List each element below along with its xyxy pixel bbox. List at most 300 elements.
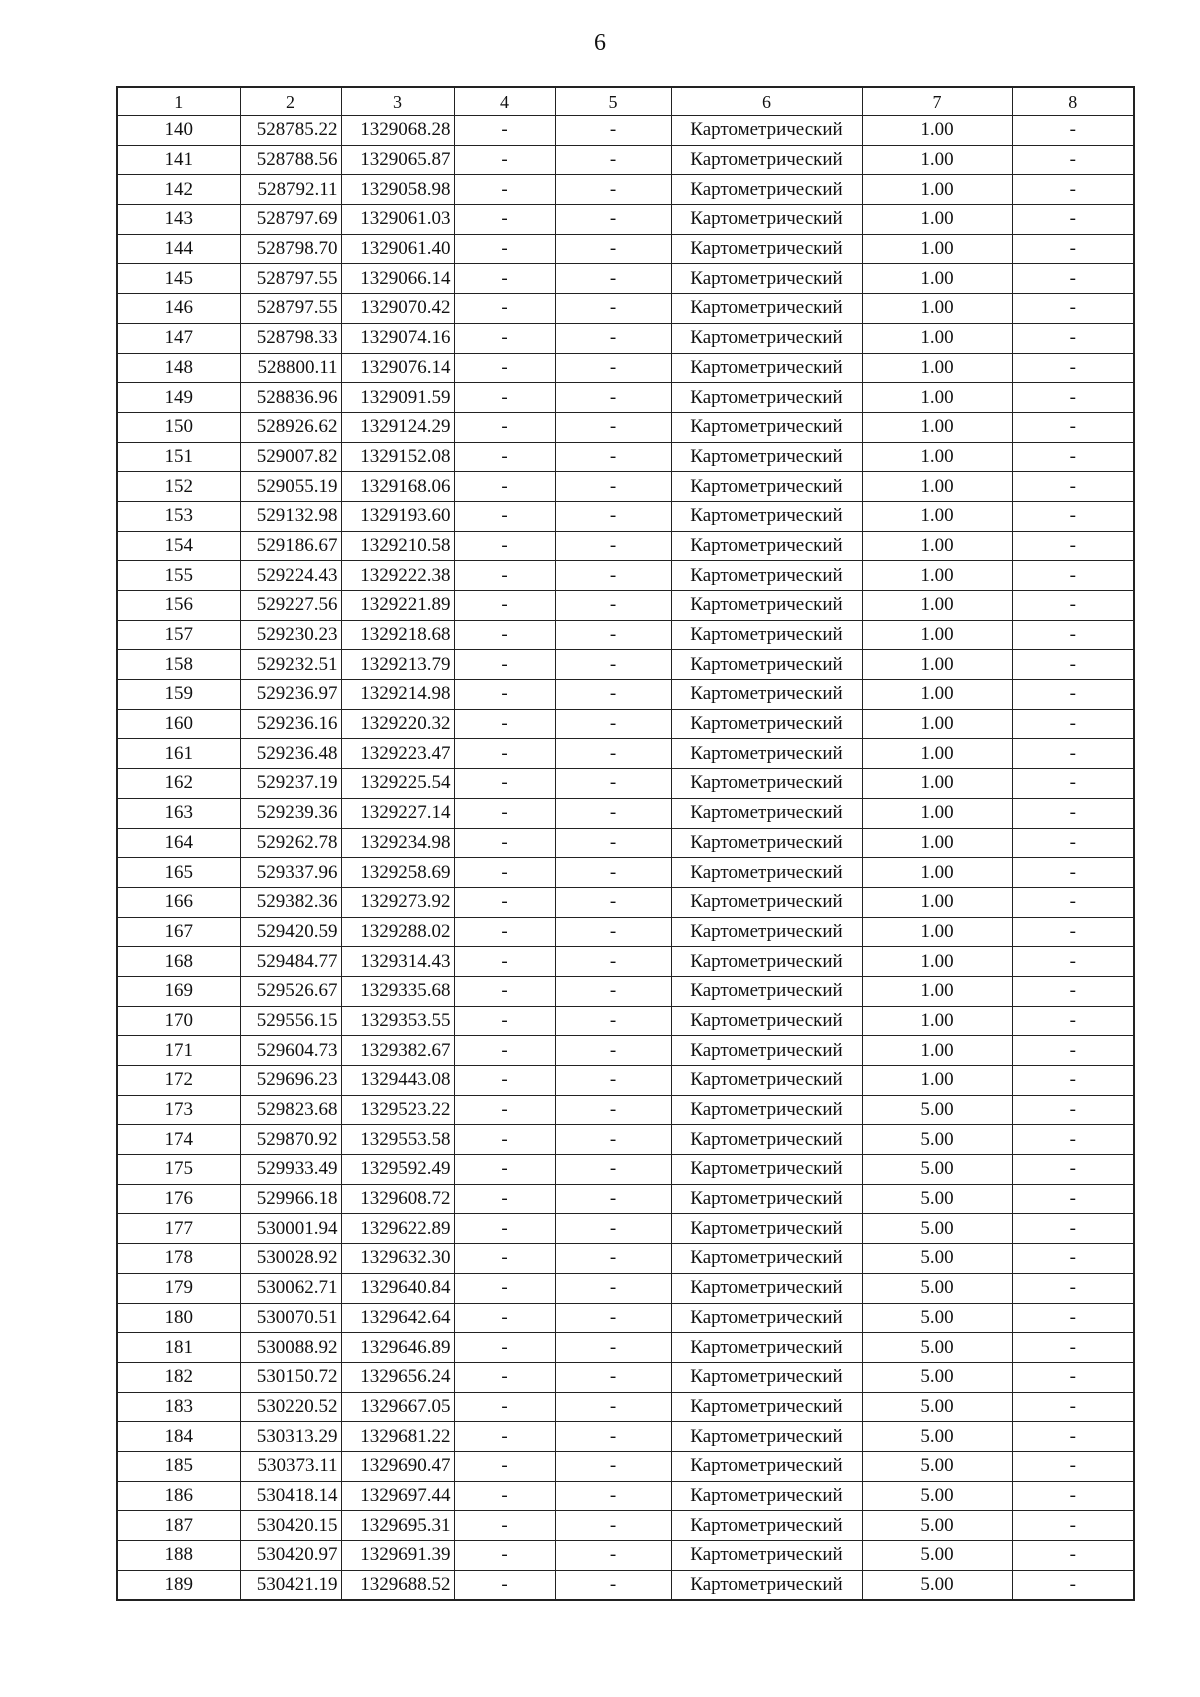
table-row bbox=[117, 858, 1134, 888]
y-coordinate-cell: 1329218.68 bbox=[341, 620, 454, 650]
y-coordinate-cell: 1329210.58 bbox=[341, 531, 454, 561]
column-8-cell: - bbox=[1012, 116, 1134, 146]
column-4-cell: - bbox=[454, 561, 555, 591]
column-8-cell: - bbox=[1012, 709, 1134, 739]
method-cell: Картометрический bbox=[671, 1570, 862, 1600]
method-cell: Картометрический bbox=[671, 1184, 862, 1214]
table-row bbox=[117, 412, 1134, 442]
accuracy-cell: 1.00 bbox=[862, 858, 1012, 888]
x-coordinate-cell: 530418.14 bbox=[240, 1481, 341, 1511]
x-coordinate-cell: 530420.15 bbox=[240, 1511, 341, 1541]
method-cell: Картометрический bbox=[671, 1362, 862, 1392]
column-5-cell: - bbox=[555, 1244, 671, 1274]
table-row bbox=[117, 1333, 1134, 1363]
x-coordinate-cell: 530070.51 bbox=[240, 1303, 341, 1333]
point-number-cell: 174 bbox=[117, 1125, 240, 1155]
table-row bbox=[117, 1392, 1134, 1422]
column-4-cell: - bbox=[454, 1481, 555, 1511]
header-row bbox=[117, 87, 1134, 116]
x-coordinate-cell: 530150.72 bbox=[240, 1362, 341, 1392]
method-cell: Картометрический bbox=[671, 1481, 862, 1511]
method-cell: Картометрический bbox=[671, 858, 862, 888]
table-row bbox=[117, 264, 1134, 294]
column-8-cell: - bbox=[1012, 591, 1134, 621]
column-5-cell: - bbox=[555, 1184, 671, 1214]
column-8-cell: - bbox=[1012, 858, 1134, 888]
method-cell: Картометрический bbox=[671, 294, 862, 324]
column-5-cell: - bbox=[555, 1066, 671, 1096]
method-cell: Картометрический bbox=[671, 680, 862, 710]
x-coordinate-cell: 530421.19 bbox=[240, 1570, 341, 1600]
column-4-cell: - bbox=[454, 1273, 555, 1303]
column-8-cell: - bbox=[1012, 1036, 1134, 1066]
method-cell: Картометрический bbox=[671, 1036, 862, 1066]
point-number-cell: 148 bbox=[117, 353, 240, 383]
column-8-cell: - bbox=[1012, 887, 1134, 917]
method-cell: Картометрический bbox=[671, 175, 862, 205]
method-cell: Картометрический bbox=[671, 620, 862, 650]
y-coordinate-cell: 1329690.47 bbox=[341, 1451, 454, 1481]
y-coordinate-cell: 1329068.28 bbox=[341, 116, 454, 146]
accuracy-cell: 5.00 bbox=[862, 1511, 1012, 1541]
accuracy-cell: 1.00 bbox=[862, 680, 1012, 710]
x-coordinate-cell: 530062.71 bbox=[240, 1273, 341, 1303]
table-row bbox=[117, 145, 1134, 175]
method-cell: Картометрический bbox=[671, 1155, 862, 1185]
method-cell: Картометрический bbox=[671, 116, 862, 146]
column-8-cell: - bbox=[1012, 501, 1134, 531]
accuracy-cell: 5.00 bbox=[862, 1214, 1012, 1244]
x-coordinate-cell: 528797.55 bbox=[240, 294, 341, 324]
column-5-cell: - bbox=[555, 680, 671, 710]
column-5-cell: - bbox=[555, 353, 671, 383]
accuracy-cell: 5.00 bbox=[862, 1422, 1012, 1452]
table-row bbox=[117, 323, 1134, 353]
accuracy-cell: 1.00 bbox=[862, 591, 1012, 621]
point-number-cell: 167 bbox=[117, 917, 240, 947]
column-5-cell: - bbox=[555, 1125, 671, 1155]
column-8-cell: - bbox=[1012, 205, 1134, 235]
table-row bbox=[117, 531, 1134, 561]
column-header-6: 6 bbox=[671, 87, 862, 116]
method-cell: Картометрический bbox=[671, 145, 862, 175]
column-4-cell: - bbox=[454, 1066, 555, 1096]
table-row bbox=[117, 650, 1134, 680]
column-header-7: 7 bbox=[862, 87, 1012, 116]
column-4-cell: - bbox=[454, 323, 555, 353]
method-cell: Картометрический bbox=[671, 1214, 862, 1244]
column-4-cell: - bbox=[454, 383, 555, 413]
column-8-cell: - bbox=[1012, 531, 1134, 561]
y-coordinate-cell: 1329622.89 bbox=[341, 1214, 454, 1244]
y-coordinate-cell: 1329646.89 bbox=[341, 1333, 454, 1363]
column-5-cell: - bbox=[555, 828, 671, 858]
table-row bbox=[117, 1303, 1134, 1333]
accuracy-cell: 1.00 bbox=[862, 205, 1012, 235]
column-5-cell: - bbox=[555, 620, 671, 650]
accuracy-cell: 1.00 bbox=[862, 531, 1012, 561]
y-coordinate-cell: 1329070.42 bbox=[341, 294, 454, 324]
table-row bbox=[117, 294, 1134, 324]
coordinates-table bbox=[116, 86, 1135, 1601]
y-coordinate-cell: 1329061.40 bbox=[341, 234, 454, 264]
method-cell: Картометрический bbox=[671, 323, 862, 353]
column-4-cell: - bbox=[454, 234, 555, 264]
accuracy-cell: 1.00 bbox=[862, 116, 1012, 146]
accuracy-cell: 5.00 bbox=[862, 1244, 1012, 1274]
column-4-cell: - bbox=[454, 739, 555, 769]
accuracy-cell: 1.00 bbox=[862, 828, 1012, 858]
column-4-cell: - bbox=[454, 1362, 555, 1392]
column-8-cell: - bbox=[1012, 1273, 1134, 1303]
column-5-cell: - bbox=[555, 709, 671, 739]
column-5-cell: - bbox=[555, 1570, 671, 1600]
y-coordinate-cell: 1329656.24 bbox=[341, 1362, 454, 1392]
accuracy-cell: 1.00 bbox=[862, 234, 1012, 264]
column-8-cell: - bbox=[1012, 1451, 1134, 1481]
method-cell: Картометрический bbox=[671, 1511, 862, 1541]
y-coordinate-cell: 1329681.22 bbox=[341, 1422, 454, 1452]
column-5-cell: - bbox=[555, 205, 671, 235]
table-row bbox=[117, 1362, 1134, 1392]
x-coordinate-cell: 528926.62 bbox=[240, 412, 341, 442]
column-4-cell: - bbox=[454, 205, 555, 235]
y-coordinate-cell: 1329691.39 bbox=[341, 1541, 454, 1571]
point-number-cell: 151 bbox=[117, 442, 240, 472]
y-coordinate-cell: 1329225.54 bbox=[341, 769, 454, 799]
x-coordinate-cell: 529237.19 bbox=[240, 769, 341, 799]
column-header-3: 3 bbox=[341, 87, 454, 116]
accuracy-cell: 5.00 bbox=[862, 1184, 1012, 1214]
column-5-cell: - bbox=[555, 501, 671, 531]
table-row bbox=[117, 1184, 1134, 1214]
x-coordinate-cell: 528792.11 bbox=[240, 175, 341, 205]
point-number-cell: 163 bbox=[117, 798, 240, 828]
x-coordinate-cell: 530220.52 bbox=[240, 1392, 341, 1422]
column-4-cell: - bbox=[454, 294, 555, 324]
method-cell: Картометрический bbox=[671, 739, 862, 769]
point-number-cell: 144 bbox=[117, 234, 240, 264]
point-number-cell: 156 bbox=[117, 591, 240, 621]
column-5-cell: - bbox=[555, 234, 671, 264]
accuracy-cell: 5.00 bbox=[862, 1541, 1012, 1571]
column-4-cell: - bbox=[454, 1451, 555, 1481]
table-row bbox=[117, 353, 1134, 383]
table-row bbox=[117, 709, 1134, 739]
y-coordinate-cell: 1329314.43 bbox=[341, 947, 454, 977]
column-8-cell: - bbox=[1012, 175, 1134, 205]
y-coordinate-cell: 1329168.06 bbox=[341, 472, 454, 502]
table-row bbox=[117, 561, 1134, 591]
y-coordinate-cell: 1329058.98 bbox=[341, 175, 454, 205]
column-8-cell: - bbox=[1012, 947, 1134, 977]
column-5-cell: - bbox=[555, 1392, 671, 1422]
point-number-cell: 145 bbox=[117, 264, 240, 294]
column-4-cell: - bbox=[454, 1095, 555, 1125]
method-cell: Картометрический bbox=[671, 1333, 862, 1363]
y-coordinate-cell: 1329632.30 bbox=[341, 1244, 454, 1274]
column-8-cell: - bbox=[1012, 680, 1134, 710]
column-8-cell: - bbox=[1012, 1422, 1134, 1452]
point-number-cell: 188 bbox=[117, 1541, 240, 1571]
column-8-cell: - bbox=[1012, 1392, 1134, 1422]
column-5-cell: - bbox=[555, 264, 671, 294]
method-cell: Картометрический bbox=[671, 1392, 862, 1422]
column-8-cell: - bbox=[1012, 1244, 1134, 1274]
column-8-cell: - bbox=[1012, 650, 1134, 680]
accuracy-cell: 1.00 bbox=[862, 947, 1012, 977]
point-number-cell: 181 bbox=[117, 1333, 240, 1363]
point-number-cell: 176 bbox=[117, 1184, 240, 1214]
accuracy-cell: 1.00 bbox=[862, 650, 1012, 680]
method-cell: Картометрический bbox=[671, 947, 862, 977]
method-cell: Картометрический bbox=[671, 1303, 862, 1333]
point-number-cell: 155 bbox=[117, 561, 240, 591]
x-coordinate-cell: 529337.96 bbox=[240, 858, 341, 888]
point-number-cell: 172 bbox=[117, 1066, 240, 1096]
x-coordinate-cell: 529055.19 bbox=[240, 472, 341, 502]
table-row bbox=[117, 175, 1134, 205]
x-coordinate-cell: 529232.51 bbox=[240, 650, 341, 680]
x-coordinate-cell: 529236.97 bbox=[240, 680, 341, 710]
table-row bbox=[117, 591, 1134, 621]
table-row bbox=[117, 1451, 1134, 1481]
table-row bbox=[117, 1006, 1134, 1036]
column-4-cell: - bbox=[454, 1244, 555, 1274]
point-number-cell: 158 bbox=[117, 650, 240, 680]
method-cell: Картометрический bbox=[671, 383, 862, 413]
x-coordinate-cell: 529556.15 bbox=[240, 1006, 341, 1036]
column-4-cell: - bbox=[454, 1422, 555, 1452]
y-coordinate-cell: 1329220.32 bbox=[341, 709, 454, 739]
point-number-cell: 166 bbox=[117, 887, 240, 917]
point-number-cell: 157 bbox=[117, 620, 240, 650]
column-5-cell: - bbox=[555, 739, 671, 769]
accuracy-cell: 5.00 bbox=[862, 1392, 1012, 1422]
column-8-cell: - bbox=[1012, 739, 1134, 769]
column-4-cell: - bbox=[454, 1184, 555, 1214]
table-row bbox=[117, 234, 1134, 264]
accuracy-cell: 1.00 bbox=[862, 798, 1012, 828]
column-5-cell: - bbox=[555, 650, 671, 680]
column-4-cell: - bbox=[454, 1006, 555, 1036]
table-row bbox=[117, 680, 1134, 710]
column-8-cell: - bbox=[1012, 1066, 1134, 1096]
column-5-cell: - bbox=[555, 1036, 671, 1066]
column-4-cell: - bbox=[454, 442, 555, 472]
column-8-cell: - bbox=[1012, 1511, 1134, 1541]
accuracy-cell: 1.00 bbox=[862, 175, 1012, 205]
y-coordinate-cell: 1329382.67 bbox=[341, 1036, 454, 1066]
y-coordinate-cell: 1329273.92 bbox=[341, 887, 454, 917]
x-coordinate-cell: 528798.33 bbox=[240, 323, 341, 353]
column-8-cell: - bbox=[1012, 1541, 1134, 1571]
column-5-cell: - bbox=[555, 1155, 671, 1185]
method-cell: Картометрический bbox=[671, 1541, 862, 1571]
table-row bbox=[117, 442, 1134, 472]
y-coordinate-cell: 1329335.68 bbox=[341, 976, 454, 1006]
point-number-cell: 162 bbox=[117, 769, 240, 799]
y-coordinate-cell: 1329640.84 bbox=[341, 1273, 454, 1303]
column-5-cell: - bbox=[555, 1214, 671, 1244]
column-8-cell: - bbox=[1012, 294, 1134, 324]
column-header-5: 5 bbox=[555, 87, 671, 116]
table-row bbox=[117, 1511, 1134, 1541]
table-row bbox=[117, 1273, 1134, 1303]
accuracy-cell: 1.00 bbox=[862, 323, 1012, 353]
method-cell: Картометрический bbox=[671, 1422, 862, 1452]
column-4-cell: - bbox=[454, 1392, 555, 1422]
column-5-cell: - bbox=[555, 917, 671, 947]
y-coordinate-cell: 1329124.29 bbox=[341, 412, 454, 442]
x-coordinate-cell: 529484.77 bbox=[240, 947, 341, 977]
accuracy-cell: 5.00 bbox=[862, 1125, 1012, 1155]
accuracy-cell: 1.00 bbox=[862, 887, 1012, 917]
column-8-cell: - bbox=[1012, 1214, 1134, 1244]
column-5-cell: - bbox=[555, 1511, 671, 1541]
method-cell: Картометрический bbox=[671, 205, 862, 235]
x-coordinate-cell: 529696.23 bbox=[240, 1066, 341, 1096]
y-coordinate-cell: 1329221.89 bbox=[341, 591, 454, 621]
y-coordinate-cell: 1329091.59 bbox=[341, 383, 454, 413]
column-8-cell: - bbox=[1012, 234, 1134, 264]
x-coordinate-cell: 530088.92 bbox=[240, 1333, 341, 1363]
method-cell: Картометрический bbox=[671, 234, 862, 264]
column-4-cell: - bbox=[454, 1125, 555, 1155]
column-5-cell: - bbox=[555, 858, 671, 888]
x-coordinate-cell: 529966.18 bbox=[240, 1184, 341, 1214]
y-coordinate-cell: 1329688.52 bbox=[341, 1570, 454, 1600]
y-coordinate-cell: 1329697.44 bbox=[341, 1481, 454, 1511]
y-coordinate-cell: 1329608.72 bbox=[341, 1184, 454, 1214]
column-8-cell: - bbox=[1012, 917, 1134, 947]
column-4-cell: - bbox=[454, 769, 555, 799]
x-coordinate-cell: 529236.48 bbox=[240, 739, 341, 769]
column-8-cell: - bbox=[1012, 828, 1134, 858]
column-5-cell: - bbox=[555, 383, 671, 413]
column-4-cell: - bbox=[454, 828, 555, 858]
accuracy-cell: 5.00 bbox=[862, 1303, 1012, 1333]
y-coordinate-cell: 1329193.60 bbox=[341, 501, 454, 531]
point-number-cell: 178 bbox=[117, 1244, 240, 1274]
accuracy-cell: 5.00 bbox=[862, 1333, 1012, 1363]
page-number: 6 bbox=[594, 30, 606, 56]
y-coordinate-cell: 1329353.55 bbox=[341, 1006, 454, 1036]
point-number-cell: 147 bbox=[117, 323, 240, 353]
column-4-cell: - bbox=[454, 917, 555, 947]
y-coordinate-cell: 1329695.31 bbox=[341, 1511, 454, 1541]
y-coordinate-cell: 1329223.47 bbox=[341, 739, 454, 769]
column-4-cell: - bbox=[454, 1570, 555, 1600]
point-number-cell: 165 bbox=[117, 858, 240, 888]
table-row bbox=[117, 1095, 1134, 1125]
column-5-cell: - bbox=[555, 323, 671, 353]
y-coordinate-cell: 1329227.14 bbox=[341, 798, 454, 828]
y-coordinate-cell: 1329523.22 bbox=[341, 1095, 454, 1125]
x-coordinate-cell: 529604.73 bbox=[240, 1036, 341, 1066]
x-coordinate-cell: 530028.92 bbox=[240, 1244, 341, 1274]
column-header-8: 8 bbox=[1012, 87, 1134, 116]
x-coordinate-cell: 530001.94 bbox=[240, 1214, 341, 1244]
column-5-cell: - bbox=[555, 1481, 671, 1511]
y-coordinate-cell: 1329592.49 bbox=[341, 1155, 454, 1185]
x-coordinate-cell: 529262.78 bbox=[240, 828, 341, 858]
column-5-cell: - bbox=[555, 1362, 671, 1392]
table-row bbox=[117, 205, 1134, 235]
x-coordinate-cell: 530420.97 bbox=[240, 1541, 341, 1571]
column-8-cell: - bbox=[1012, 798, 1134, 828]
point-number-cell: 142 bbox=[117, 175, 240, 205]
table-row bbox=[117, 1481, 1134, 1511]
method-cell: Картометрический bbox=[671, 264, 862, 294]
accuracy-cell: 1.00 bbox=[862, 709, 1012, 739]
column-5-cell: - bbox=[555, 1422, 671, 1452]
point-number-cell: 182 bbox=[117, 1362, 240, 1392]
column-4-cell: - bbox=[454, 620, 555, 650]
point-number-cell: 154 bbox=[117, 531, 240, 561]
accuracy-cell: 1.00 bbox=[862, 1006, 1012, 1036]
column-4-cell: - bbox=[454, 1155, 555, 1185]
column-8-cell: - bbox=[1012, 264, 1134, 294]
column-4-cell: - bbox=[454, 175, 555, 205]
column-4-cell: - bbox=[454, 472, 555, 502]
accuracy-cell: 1.00 bbox=[862, 264, 1012, 294]
x-coordinate-cell: 529382.36 bbox=[240, 887, 341, 917]
y-coordinate-cell: 1329667.05 bbox=[341, 1392, 454, 1422]
accuracy-cell: 1.00 bbox=[862, 353, 1012, 383]
table-row bbox=[117, 769, 1134, 799]
column-4-cell: - bbox=[454, 1541, 555, 1571]
method-cell: Картометрический bbox=[671, 650, 862, 680]
column-4-cell: - bbox=[454, 1333, 555, 1363]
point-number-cell: 140 bbox=[117, 116, 240, 146]
y-coordinate-cell: 1329152.08 bbox=[341, 442, 454, 472]
accuracy-cell: 1.00 bbox=[862, 472, 1012, 502]
column-8-cell: - bbox=[1012, 442, 1134, 472]
x-coordinate-cell: 528785.22 bbox=[240, 116, 341, 146]
point-number-cell: 186 bbox=[117, 1481, 240, 1511]
column-5-cell: - bbox=[555, 561, 671, 591]
column-5-cell: - bbox=[555, 947, 671, 977]
y-coordinate-cell: 1329553.58 bbox=[341, 1125, 454, 1155]
x-coordinate-cell: 528797.69 bbox=[240, 205, 341, 235]
y-coordinate-cell: 1329642.64 bbox=[341, 1303, 454, 1333]
y-coordinate-cell: 1329258.69 bbox=[341, 858, 454, 888]
accuracy-cell: 5.00 bbox=[862, 1362, 1012, 1392]
method-cell: Картометрический bbox=[671, 917, 862, 947]
column-8-cell: - bbox=[1012, 472, 1134, 502]
method-cell: Картометрический bbox=[671, 798, 862, 828]
table-row bbox=[117, 798, 1134, 828]
accuracy-cell: 1.00 bbox=[862, 383, 1012, 413]
accuracy-cell: 5.00 bbox=[862, 1451, 1012, 1481]
y-coordinate-cell: 1329074.16 bbox=[341, 323, 454, 353]
method-cell: Картометрический bbox=[671, 1244, 862, 1274]
method-cell: Картометрический bbox=[671, 1006, 862, 1036]
point-number-cell: 171 bbox=[117, 1036, 240, 1066]
column-4-cell: - bbox=[454, 709, 555, 739]
column-4-cell: - bbox=[454, 531, 555, 561]
column-4-cell: - bbox=[454, 145, 555, 175]
y-coordinate-cell: 1329214.98 bbox=[341, 680, 454, 710]
method-cell: Картометрический bbox=[671, 531, 862, 561]
column-8-cell: - bbox=[1012, 1570, 1134, 1600]
column-8-cell: - bbox=[1012, 1333, 1134, 1363]
accuracy-cell: 1.00 bbox=[862, 1036, 1012, 1066]
point-number-cell: 189 bbox=[117, 1570, 240, 1600]
point-number-cell: 173 bbox=[117, 1095, 240, 1125]
column-8-cell: - bbox=[1012, 1481, 1134, 1511]
